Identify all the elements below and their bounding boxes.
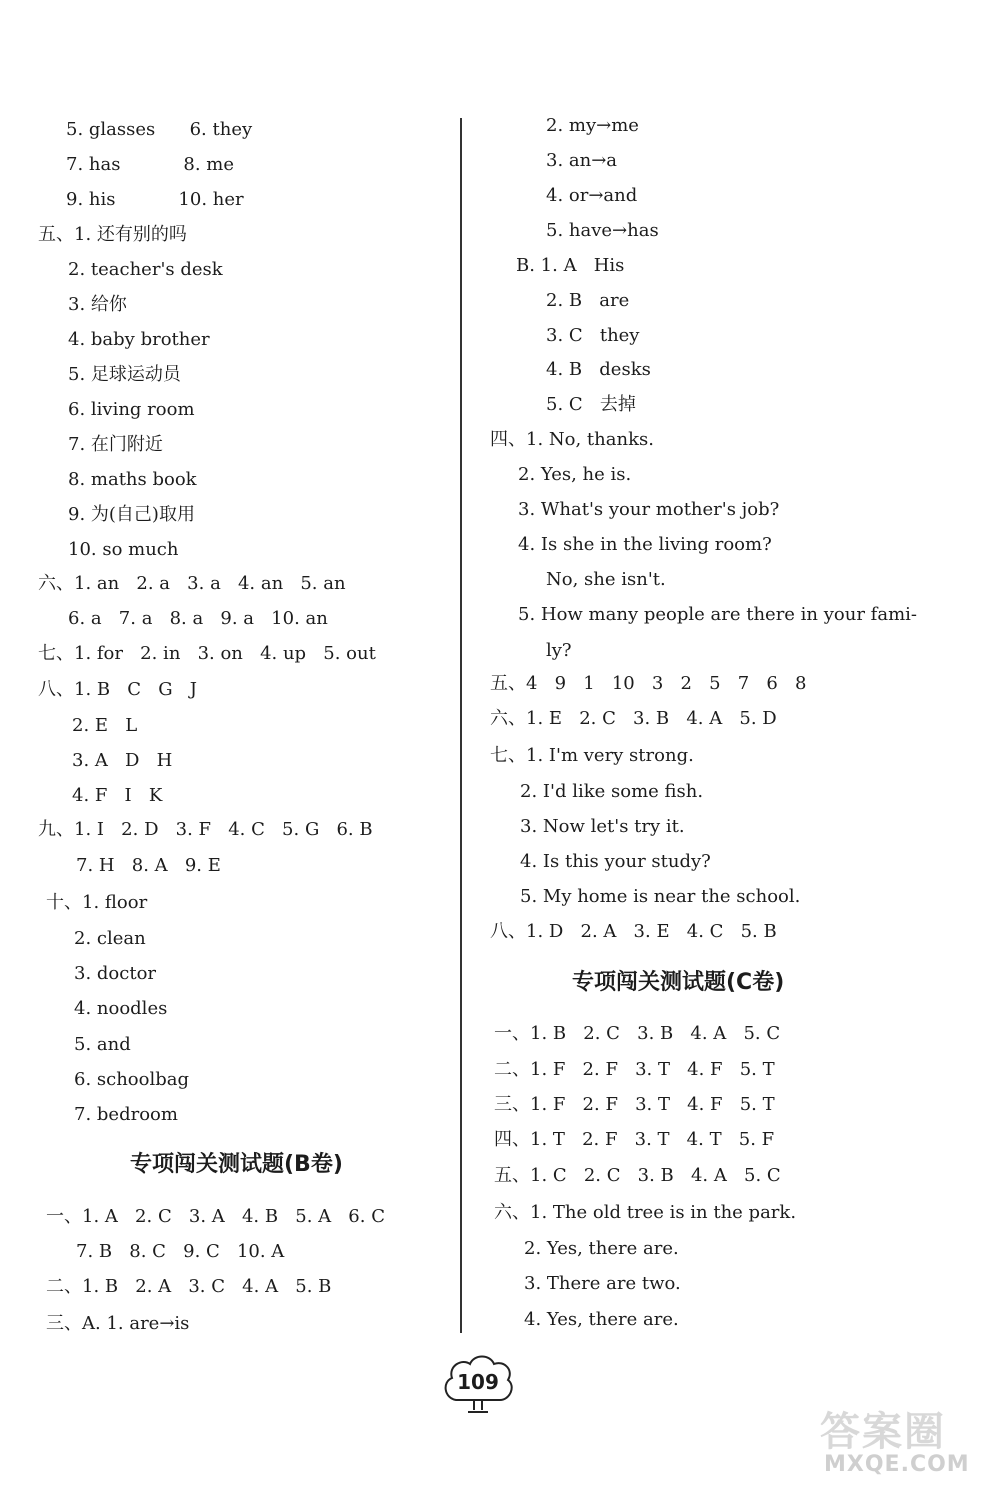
right-answer-line: 3. C they [546,325,640,346]
left-answer-line: 3. 给你 [68,294,127,315]
section-heading-b: 专项闯关测试题(B卷) [130,1152,343,1177]
left-answer-line: 7. 在门附近 [68,434,163,455]
right-answer-line: 2. Yes, there are. [524,1238,679,1259]
right-answer-line: 4. Yes, there are. [524,1309,679,1330]
right-answer-line: 七、1. I'm very strong. [490,745,694,766]
left-answer-line: 7. bedroom [74,1104,178,1125]
left-answer-line: 九、1. I 2. D 3. F 4. C 5. G 6. B [38,819,373,840]
left-answer-line: 2. clean [74,928,146,949]
watermark-text: 答案圈 [820,1409,946,1455]
right-answer-line: 五、1. C 2. C 3. B 4. A 5. C [494,1165,781,1186]
left-answer-line: 七、1. for 2. in 3. on 4. up 5. out [38,643,376,664]
left-answer-line: 8. maths book [68,469,197,490]
right-answer-line: 3. There are two. [524,1273,681,1294]
left-answer-line: 一、1. A 2. C 3. A 4. B 5. A 6. C [46,1206,385,1227]
right-answer-line: 一、1. B 2. C 3. B 4. A 5. C [494,1023,781,1044]
right-answer-line: 五、4 9 1 10 3 2 5 7 6 8 [490,673,807,694]
watermark-logo [820,1400,990,1480]
right-answer-line: 二、1. F 2. F 3. T 4. F 5. T [494,1059,775,1080]
left-answer-line: 十、1. floor [46,892,148,913]
right-answer-line: 2. Yes, he is. [518,464,632,485]
left-answer-line: 八、1. B C G J [38,679,197,700]
right-answer-line: 4. or→and [546,185,638,206]
right-answer-line: 四、1. T 2. F 3. T 4. T 5. F [494,1129,775,1150]
right-answer-line: 5. C 去掉 [546,394,636,415]
right-answer-line: 4. Is she in the living room? [518,534,772,555]
left-answer-line: 三、A. 1. are→is [46,1313,190,1334]
right-answer-line: B. 1. A His [516,255,625,276]
right-answer-line: 八、1. D 2. A 3. E 4. C 5. B [490,921,777,942]
left-answer-line: 4. F I K [72,785,163,806]
left-answer-line: 2. teacher's desk [68,259,223,280]
left-answer-line: 4. baby brother [68,329,210,350]
left-answer-line: 9. his 10. her [66,189,244,210]
right-answer-line: No, she isn't. [546,569,666,590]
left-answer-line: 5. and [74,1034,131,1055]
right-answer-line: 六、1. E 2. C 3. B 4. A 5. D [490,708,777,729]
left-answer-line: 2. E L [72,715,138,736]
left-answer-line: 6. a 7. a 8. a 9. a 10. an [68,608,328,629]
left-answer-line: 六、1. an 2. a 3. a 4. an 5. an [38,573,346,594]
right-answer-line: 六、1. The old tree is in the park. [494,1202,797,1223]
column-divider [460,118,462,1333]
left-answer-line: 二、1. B 2. A 3. C 4. A 5. B [46,1276,332,1297]
right-answer-line: 2. my→me [546,115,639,136]
left-answer-line: 6. living room [68,399,195,420]
right-answer-line: 2. B are [546,290,630,311]
left-answer-line: 7. B 8. C 9. C 10. A [76,1241,285,1262]
right-answer-line: 5. have→has [546,220,659,241]
right-answer-line: 三、1. F 2. F 3. T 4. F 5. T [494,1094,775,1115]
watermark-url: MXQE.COM [824,1452,970,1477]
left-answer-line: 7. H 8. A 9. E [76,855,221,876]
left-answer-line: 3. A D H [72,750,173,771]
section-heading-c: 专项闯关测试题(C卷) [572,970,785,995]
right-answer-line: 四、1. No, thanks. [490,429,654,450]
right-answer-line: ly? [546,640,572,661]
right-answer-line: 3. an→a [546,150,618,171]
right-answer-line: 2. I'd like some fish. [520,781,704,802]
left-answer-line: 7. has 8. me [66,154,235,175]
right-answer-line: 3. Now let's try it. [520,816,685,837]
left-answer-line: 五、1. 还有别的吗 [38,224,187,245]
left-answer-line: 5. 足球运动员 [68,364,181,385]
right-answer-line: 5. How many people are there in your fami- [518,604,917,625]
page-number: 109 [457,1370,499,1394]
left-answer-line: 6. schoolbag [74,1069,190,1090]
left-answer-line: 3. doctor [74,963,157,984]
right-answer-line: 4. B desks [546,359,651,380]
right-answer-line: 5. My home is near the school. [520,886,801,907]
right-answer-line: 3. What's your mother's job? [518,499,780,520]
left-answer-line: 4. noodles [74,998,168,1019]
left-answer-line: 5. glasses 6. they [66,119,253,140]
right-answer-line: 4. Is this your study? [520,851,711,872]
left-answer-line: 10. so much [68,539,179,560]
left-answer-line: 9. 为(自己)取用 [68,504,195,525]
